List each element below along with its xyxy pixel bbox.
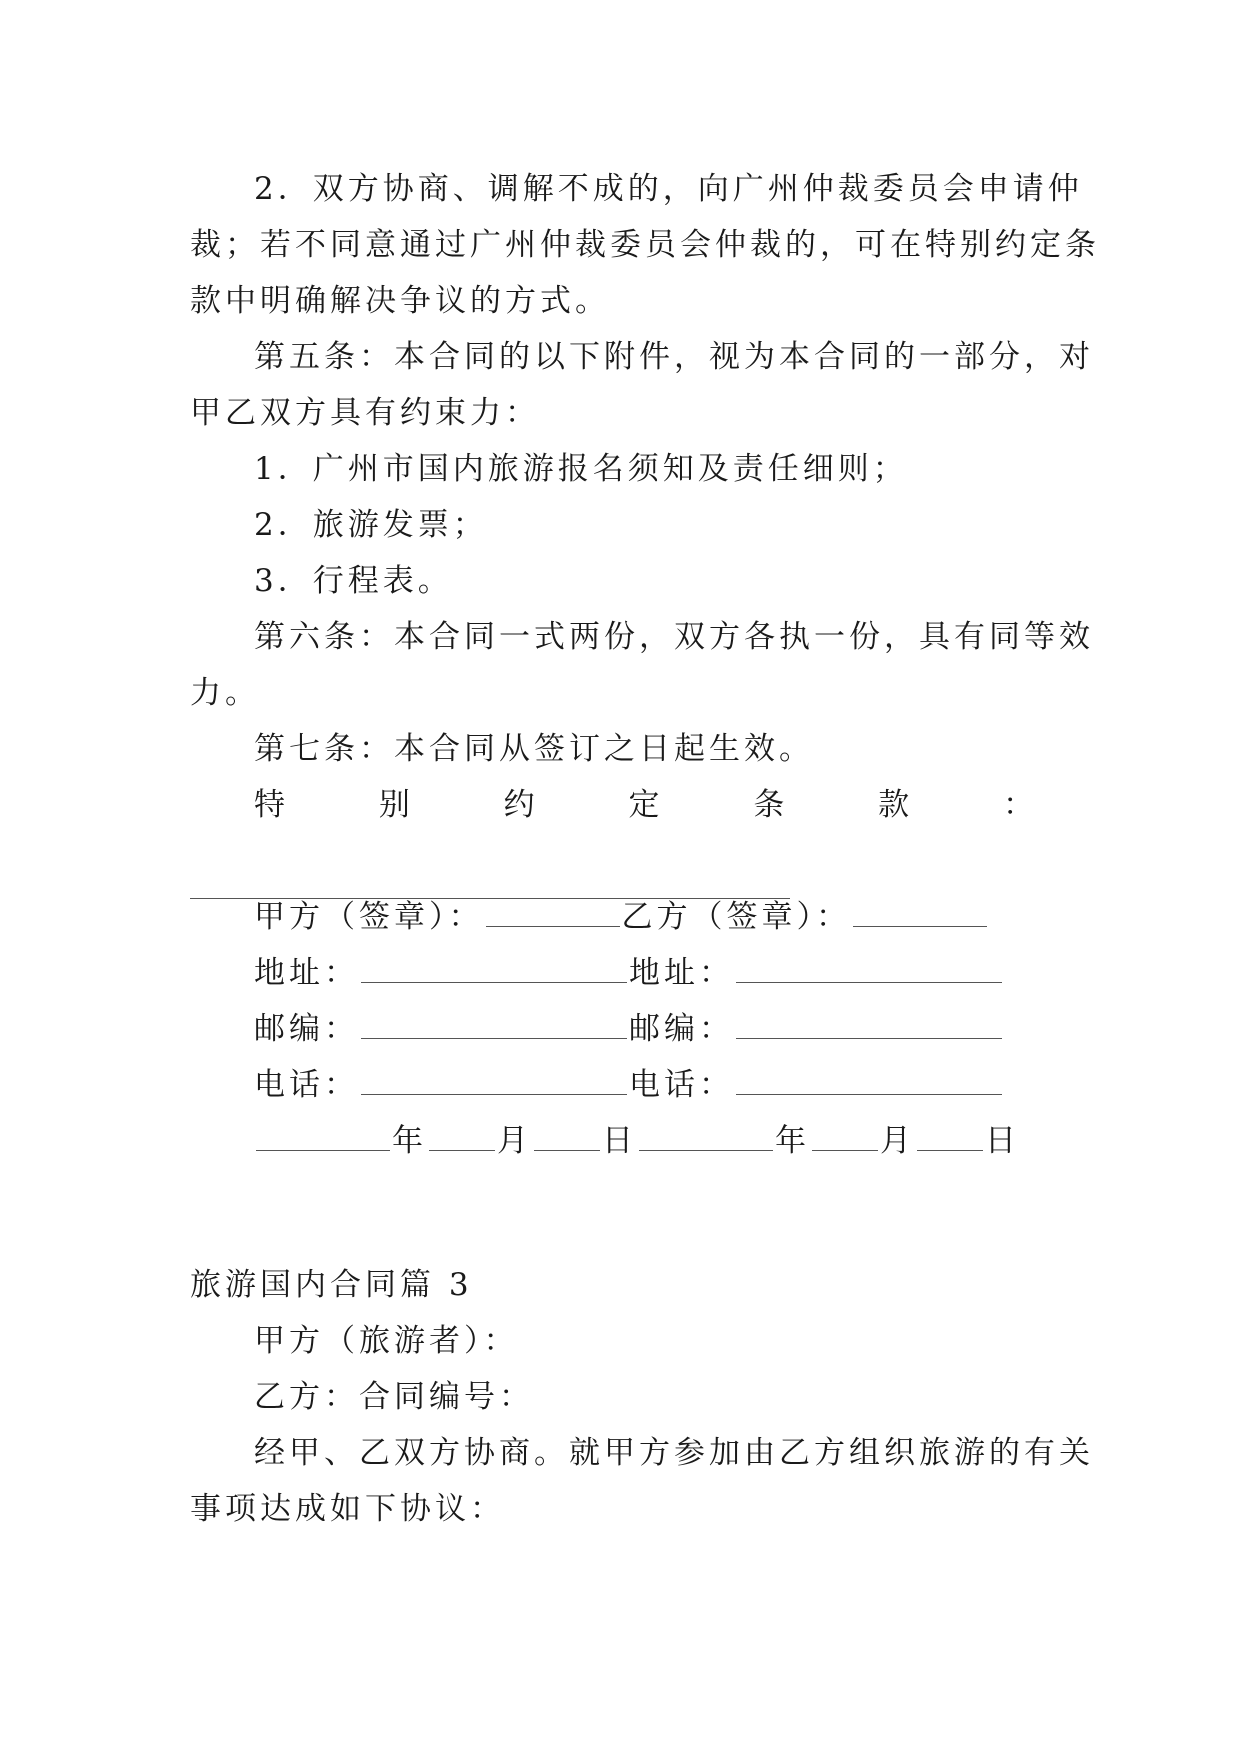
party-b-day-blank xyxy=(917,1149,983,1151)
party-a-month-blank xyxy=(429,1149,495,1151)
paragraph-line: 2．双方协商、调解不成的，向广州仲裁委员会申请仲 xyxy=(254,171,1083,207)
paragraph-line: 裁；若不同意通过广州仲裁委员会仲裁的，可在特别约定条 xyxy=(190,227,1100,263)
party-b-phone-label: 电话： xyxy=(629,1067,734,1103)
phone-row xyxy=(254,1062,1055,1108)
address-row xyxy=(254,950,1055,996)
party-b-postcode-blank xyxy=(736,1037,1002,1039)
intro-line: 事项达成如下协议： xyxy=(190,1491,505,1527)
paragraph-line: 款中明确解决争议的方式。 xyxy=(190,283,610,319)
day-label: 日 xyxy=(985,1123,1020,1159)
special-terms-char: 条 xyxy=(753,787,785,823)
party-a-postcode-blank xyxy=(361,1037,627,1039)
day-label: 日 xyxy=(602,1123,637,1159)
party-b-postcode-label: 邮编： xyxy=(629,1011,734,1047)
special-terms-char: 特 xyxy=(254,787,285,823)
attachment-item: 2．旅游发票； xyxy=(254,507,488,543)
article-six-line: 第六条：本合同一式两份，双方各执一份，具有同等效 xyxy=(254,619,1094,655)
party-a-year-blank xyxy=(256,1149,390,1151)
party-a-phone-blank xyxy=(361,1093,627,1095)
attachment-item: 3．行程表。 xyxy=(254,563,453,599)
party-b-line: 乙方：合同编号： xyxy=(254,1379,534,1415)
article-five-line: 第五条：本合同的以下附件，视为本合同的一部分，对 xyxy=(254,339,1094,375)
month-label: 月 xyxy=(497,1123,532,1159)
party-a-day-blank xyxy=(534,1149,600,1151)
party-b-signature-blank xyxy=(853,925,987,927)
special-terms-char: 约 xyxy=(503,787,535,823)
party-b-phone-blank xyxy=(736,1093,1002,1095)
party-a-postcode-label: 邮编： xyxy=(254,1011,359,1047)
party-a-signature-blank xyxy=(486,925,620,927)
party-b-year-blank xyxy=(639,1149,773,1151)
special-terms-char: 款 xyxy=(878,787,910,823)
party-a-signature-label: 甲方（签章）： xyxy=(254,899,484,935)
party-b-address-blank xyxy=(736,981,1002,983)
article-six-line: 力。 xyxy=(190,675,260,711)
article-seven-line: 第七条：本合同从签订之日起生效。 xyxy=(254,731,814,767)
party-a-phone-label: 电话： xyxy=(254,1067,359,1103)
party-a-address-label: 地址： xyxy=(254,955,359,991)
signature-row xyxy=(254,894,1055,940)
party-a-address-blank xyxy=(361,981,627,983)
special-terms-char: 别 xyxy=(378,787,410,823)
party-a-line: 甲方（旅游者）： xyxy=(254,1323,519,1359)
article-five-line: 甲乙双方具有约束力： xyxy=(190,395,540,431)
party-b-signature-label: 乙方（签章）： xyxy=(621,899,851,935)
attachment-item: 1．广州市国内旅游报名须知及责任细则； xyxy=(254,451,908,487)
year-label: 年 xyxy=(392,1123,427,1159)
special-terms-char: ： xyxy=(1002,787,1034,823)
section-heading: 旅游国内合同篇 3 xyxy=(190,1267,473,1303)
party-b-month-blank xyxy=(812,1149,878,1151)
party-b-address-label: 地址： xyxy=(629,955,734,991)
postcode-row xyxy=(254,1006,1055,1052)
special-terms-heading xyxy=(254,782,1034,828)
intro-line: 经甲、乙双方协商。就甲方参加由乙方组织旅游的有关 xyxy=(254,1435,1094,1471)
special-terms-char: 定 xyxy=(628,787,660,823)
year-label: 年 xyxy=(775,1123,810,1159)
date-row xyxy=(254,1118,1055,1164)
month-label: 月 xyxy=(880,1123,915,1159)
